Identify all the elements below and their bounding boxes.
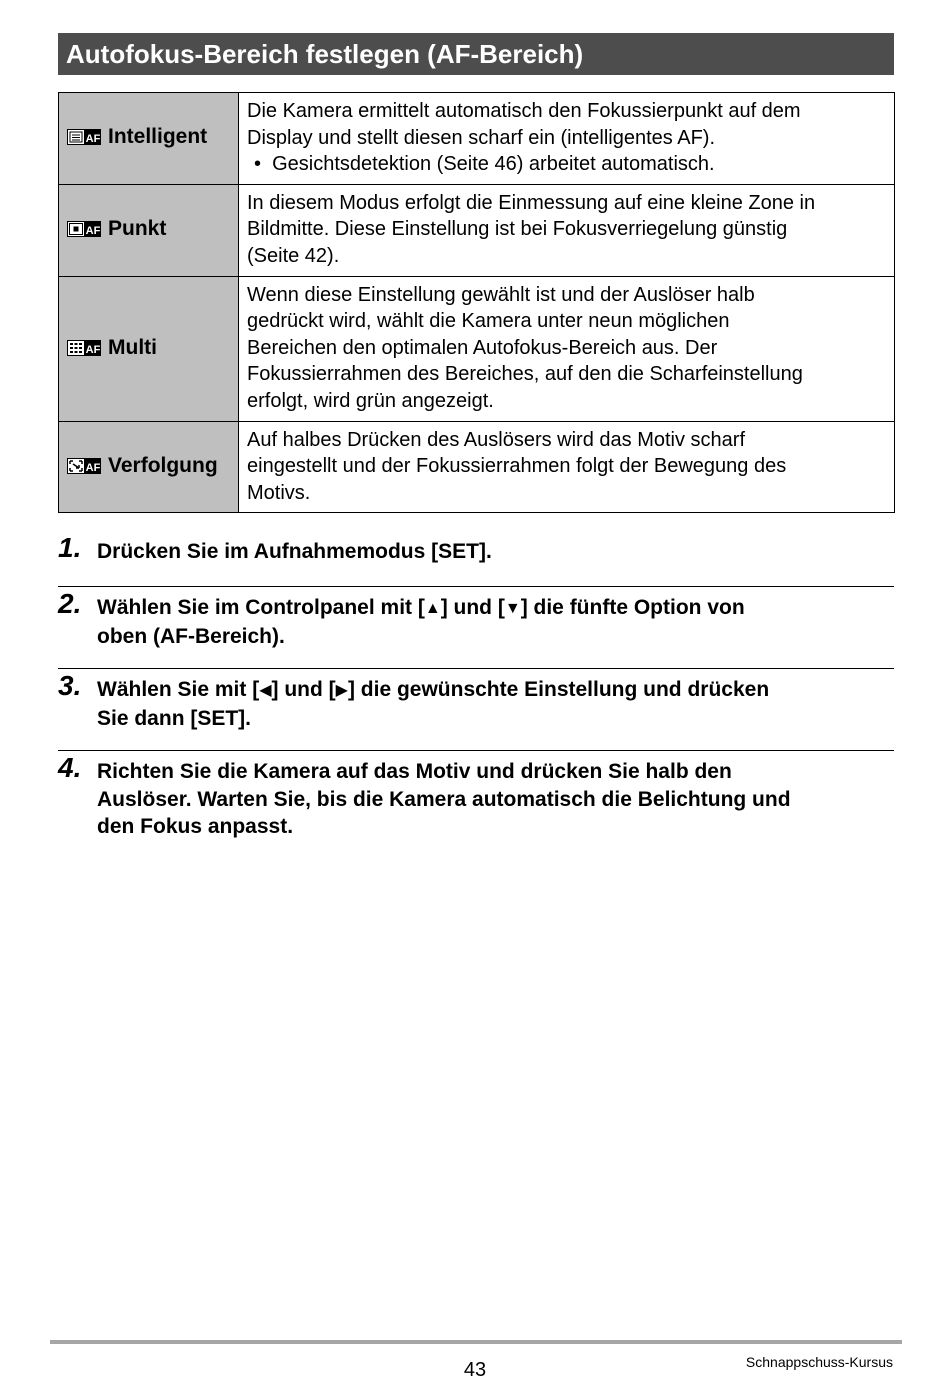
step-text-part: ] und [ [271, 678, 336, 701]
step-3 [58, 670, 894, 732]
description-line: Die Kamera ermittelt automatisch den Fokussierpunkt auf dem [247, 100, 801, 122]
step-line [97, 676, 894, 705]
description-line: erfolgt, wird grün angezeigt. [247, 389, 494, 412]
table-row [59, 276, 895, 421]
step-line [97, 594, 894, 623]
step-line: den Fokus anpasst. [97, 815, 294, 838]
step-text-part: ] die gewünschte Einstellung und drücken [347, 678, 770, 701]
description-line: Fokussierrahmen des Bereiches, auf den die Scharfeinstellung [247, 363, 803, 386]
up-arrow-icon: ▲ [424, 600, 441, 617]
down-arrow-icon: ▼ [504, 600, 521, 617]
step-1 [58, 532, 894, 566]
table-row [59, 421, 895, 513]
step-number: 3. [58, 670, 82, 701]
step-line: oben (AF-Bereich). [97, 624, 285, 648]
step-text [97, 676, 894, 732]
mode-label-cell [59, 276, 239, 421]
step-text-part: ] die fünfte Option von [520, 596, 745, 619]
step-line: Auslöser. Warten Sie, bis die Kamera automatisch die Belichtung und [97, 787, 791, 811]
table-row [59, 184, 895, 276]
description-line: Wenn diese Einstellung gewählt ist und der Auslöser halb [247, 283, 755, 306]
mode-label: Multi [108, 335, 157, 359]
step-text [97, 538, 894, 566]
description-bullet: • Gesichtsdetektion (Seite 46) arbeitet automatisch. [254, 153, 715, 175]
description-line: Display und stellt diesen scharf ein (intelligentes AF). [247, 126, 716, 149]
description-line: Motivs. [247, 481, 311, 504]
step-number: 4. [58, 752, 82, 783]
mode-label-cell [59, 421, 239, 513]
svg-text:AF: AF [85, 343, 101, 356]
step-number: 2. [58, 588, 82, 619]
right-arrow-icon: ▶ [335, 682, 348, 699]
mode-description [239, 184, 895, 276]
mode-description [239, 421, 895, 513]
description-line: In diesem Modus erfolgt die Einmessung auf eine kleine Zone in [247, 191, 816, 214]
af-tracking-icon [67, 456, 101, 480]
bullet-text: Gesichtsdetektion (Seite 46) arbeitet automatisch. [272, 153, 715, 175]
step-divider [58, 750, 894, 751]
step-divider [58, 668, 894, 669]
step-number: 1. [58, 532, 82, 563]
footer-rule [50, 1340, 902, 1344]
step-text-part: Wählen Sie mit [ [97, 678, 260, 701]
step-line: Richten Sie die Kamera auf das Motiv und drücken Sie halb den [97, 760, 732, 783]
step-line: Drücken Sie im Aufnahmemodus [SET]. [97, 540, 492, 563]
step-text-part: Wählen Sie im Controlpanel mit [ [97, 596, 425, 619]
mode-label-cell [59, 93, 239, 185]
step-text [97, 594, 894, 650]
step-divider [58, 586, 894, 587]
svg-text:AF: AF [85, 133, 101, 146]
af-intelligent-icon [67, 127, 101, 151]
description-line: gedrückt wird, wählt die Kamera unter neun möglichen [247, 310, 730, 333]
description-line: Auf halbes Drücken des Auslösers wird das Motiv scharf [247, 428, 745, 451]
description-line: (Seite 42). [247, 244, 340, 267]
mode-label: Punkt [108, 217, 167, 240]
description-line: Bereichen den optimalen Autofokus-Bereich aus. Der [247, 336, 718, 359]
step-4 [58, 752, 894, 841]
svg-text:AF: AF [85, 225, 101, 237]
section-title: Autofokus-Bereich festlegen (AF-Bereich) [58, 33, 894, 75]
step-text [97, 758, 894, 841]
mode-description [239, 276, 895, 421]
mode-description [239, 93, 895, 185]
mode-label: Intelligent [108, 125, 208, 149]
table-row [59, 93, 895, 185]
left-arrow-icon: ◀ [259, 682, 272, 699]
description-line: Bildmitte. Diese Einstellung ist bei Fokusverriegelung günstig [247, 218, 788, 241]
svg-text:AF: AF [85, 461, 101, 474]
step-text-part: ] und [ [440, 596, 505, 619]
mode-label: Verfolgung [108, 453, 218, 477]
step-line: Sie dann [SET]. [97, 706, 252, 730]
af-multi-icon [67, 338, 101, 362]
mode-label-cell [59, 184, 239, 276]
step-2 [58, 588, 894, 650]
af-mode-table [58, 92, 895, 513]
description-line: eingestellt und der Fokussierrahmen folgt der Bewegung des [247, 455, 787, 477]
af-spot-icon [67, 219, 101, 243]
footer-section-name: Schnappschuss-Kursus [745, 1354, 893, 1370]
page-number: 43 [463, 1359, 487, 1381]
